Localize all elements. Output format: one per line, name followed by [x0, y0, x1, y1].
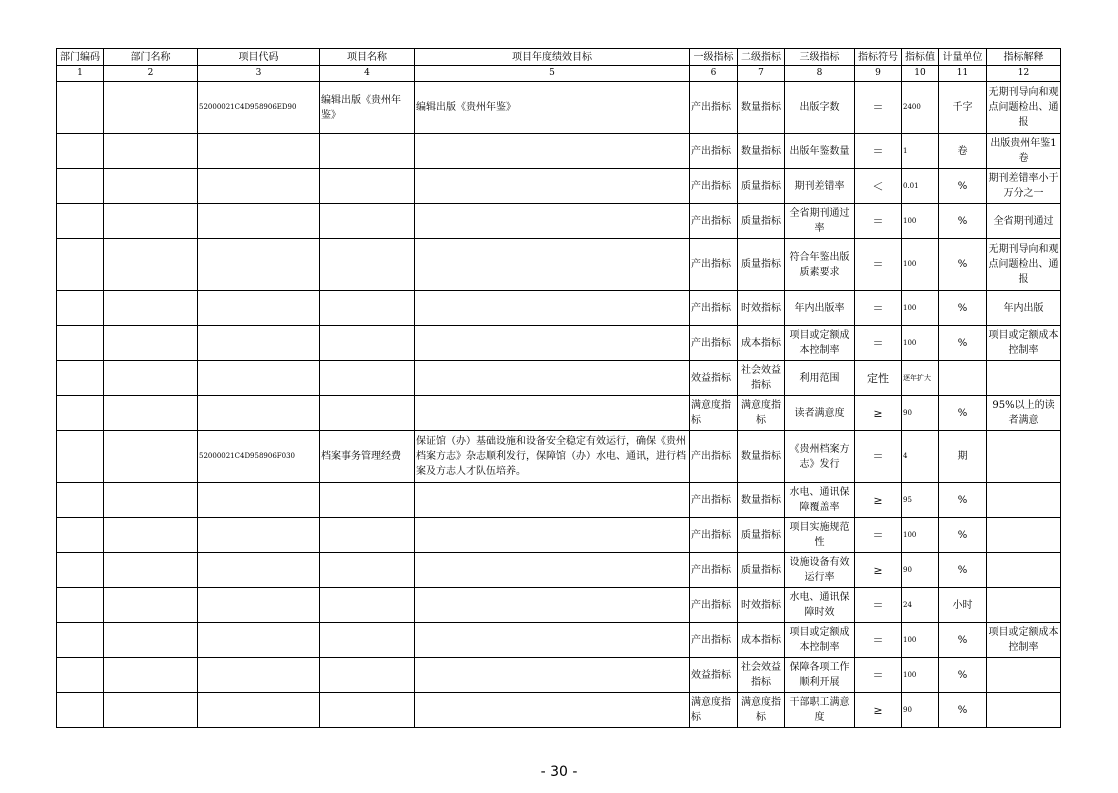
cell-l2: 数量指标: [738, 431, 785, 483]
cell-sym: ＝: [855, 326, 902, 361]
cell-dept-name: [104, 553, 198, 588]
cell-expl: 出版贵州年鉴1卷: [987, 134, 1061, 169]
cell-proj-code: [198, 134, 320, 169]
cell-val: 100: [902, 204, 939, 239]
cell-sym: ＝: [855, 239, 902, 291]
cell-dept-name: [104, 588, 198, 623]
table-row: [57, 204, 1061, 239]
cell-dept-name: [104, 239, 198, 291]
cell-dept-code: [57, 396, 104, 431]
cell-val: 逐年扩大: [902, 361, 939, 396]
cell-proj-name: [320, 361, 415, 396]
cell-goal: [415, 623, 690, 658]
cell-unit: %: [939, 693, 987, 728]
cell-proj-code: [198, 361, 320, 396]
cell-sym: ＝: [855, 658, 902, 693]
performance-table: [56, 48, 1061, 728]
cell-l3: 干部职工满意度: [785, 693, 855, 728]
cell-l1: 产出指标: [690, 326, 738, 361]
cell-proj-code: [198, 693, 320, 728]
cell-dept-code: [57, 588, 104, 623]
cell-goal: [415, 169, 690, 204]
column-number-row: [57, 66, 1061, 82]
cell-proj-code: [198, 169, 320, 204]
cell-proj-name: [320, 291, 415, 326]
header-row: [57, 49, 1061, 66]
cell-expl: [987, 483, 1061, 518]
column-number: 3: [198, 66, 320, 82]
cell-proj-code: [198, 518, 320, 553]
cell-sym: ＜: [855, 169, 902, 204]
cell-sym: ＝: [855, 431, 902, 483]
cell-dept-name: [104, 169, 198, 204]
page-number: - 30 -: [540, 764, 578, 780]
cell-val: 100: [902, 239, 939, 291]
cell-unit: %: [939, 396, 987, 431]
cell-val: 100: [902, 623, 939, 658]
cell-l3: 《贵州档案方志》发行: [785, 431, 855, 483]
cell-l3: 项目实施规范性: [785, 518, 855, 553]
cell-expl: [987, 431, 1061, 483]
cell-proj-name: [320, 623, 415, 658]
cell-l2: 数量指标: [738, 82, 785, 134]
cell-val: 95: [902, 483, 939, 518]
cell-sym: ＝: [855, 82, 902, 134]
cell-l1: 满意度指标: [690, 396, 738, 431]
cell-l2: 质量指标: [738, 518, 785, 553]
cell-unit: %: [939, 239, 987, 291]
cell-l1: 满意度指标: [690, 693, 738, 728]
cell-dept-code: [57, 82, 104, 134]
cell-goal: [415, 291, 690, 326]
column-number: 7: [738, 66, 785, 82]
cell-proj-name: 档案事务管理经费: [320, 431, 415, 483]
cell-dept-name: [104, 291, 198, 326]
table-row: [57, 588, 1061, 623]
header-cell: 计量单位: [939, 49, 987, 66]
cell-proj-name: [320, 658, 415, 693]
cell-unit: %: [939, 658, 987, 693]
cell-proj-name: [320, 326, 415, 361]
cell-goal: [415, 588, 690, 623]
cell-proj-name: [320, 204, 415, 239]
cell-dept-name: [104, 204, 198, 239]
cell-l2: 成本指标: [738, 623, 785, 658]
cell-dept-code: [57, 658, 104, 693]
cell-proj-name: [320, 134, 415, 169]
column-number: 9: [855, 66, 902, 82]
header-cell: 项目名称: [320, 49, 415, 66]
table-row: [57, 326, 1061, 361]
header-cell: 指标符号: [855, 49, 902, 66]
cell-sym: ≥: [855, 693, 902, 728]
cell-proj-name: [320, 553, 415, 588]
table-row: [57, 693, 1061, 728]
cell-dept-name: [104, 483, 198, 518]
column-number: 12: [987, 66, 1061, 82]
cell-val: 100: [902, 518, 939, 553]
cell-dept-code: [57, 204, 104, 239]
cell-dept-code: [57, 326, 104, 361]
cell-expl: 无期刊导向和观点问题检出、通报: [987, 82, 1061, 134]
cell-proj-code: [198, 623, 320, 658]
cell-l3: 全省期刊通过率: [785, 204, 855, 239]
cell-l2: 成本指标: [738, 326, 785, 361]
header-cell: 指标值: [902, 49, 939, 66]
cell-l3: 期刊差错率: [785, 169, 855, 204]
cell-l3: 项目或定额成本控制率: [785, 326, 855, 361]
cell-l1: 产出指标: [690, 82, 738, 134]
cell-val: 2400: [902, 82, 939, 134]
cell-l3: 符合年鉴出版质素要求: [785, 239, 855, 291]
cell-sym: 定性: [855, 361, 902, 396]
cell-val: 100: [902, 291, 939, 326]
cell-val: 4: [902, 431, 939, 483]
cell-l1: 效益指标: [690, 658, 738, 693]
cell-expl: 95%以上的读者满意: [987, 396, 1061, 431]
cell-l1: 产出指标: [690, 483, 738, 518]
cell-proj-code: [198, 588, 320, 623]
cell-l1: 效益指标: [690, 361, 738, 396]
cell-proj-name: 编辑出版《贵州年鉴》: [320, 82, 415, 134]
cell-dept-name: [104, 396, 198, 431]
cell-expl: [987, 658, 1061, 693]
cell-dept-name: [104, 518, 198, 553]
cell-proj-code: [198, 396, 320, 431]
cell-proj-name: [320, 518, 415, 553]
cell-unit: 期: [939, 431, 987, 483]
cell-dept-name: [104, 82, 198, 134]
cell-l1: 产出指标: [690, 518, 738, 553]
cell-expl: [987, 553, 1061, 588]
cell-l3: 水电、通讯保障时效: [785, 588, 855, 623]
cell-unit: %: [939, 518, 987, 553]
cell-goal: [415, 693, 690, 728]
cell-l1: 产出指标: [690, 623, 738, 658]
cell-val: 90: [902, 693, 939, 728]
cell-dept-code: [57, 134, 104, 169]
column-number: 4: [320, 66, 415, 82]
cell-goal: [415, 483, 690, 518]
table-row: [57, 658, 1061, 693]
cell-goal: [415, 518, 690, 553]
cell-sym: ＝: [855, 134, 902, 169]
cell-expl: 期刊差错率小于万分之一: [987, 169, 1061, 204]
cell-l1: 产出指标: [690, 169, 738, 204]
cell-unit: %: [939, 483, 987, 518]
cell-proj-code: [198, 553, 320, 588]
cell-unit: %: [939, 553, 987, 588]
cell-l1: 产出指标: [690, 588, 738, 623]
cell-goal: [415, 361, 690, 396]
cell-dept-name: [104, 361, 198, 396]
header-cell: 二级指标: [738, 49, 785, 66]
cell-l3: 出版字数: [785, 82, 855, 134]
cell-dept-code: [57, 431, 104, 483]
cell-dept-name: [104, 623, 198, 658]
cell-unit: 小时: [939, 588, 987, 623]
cell-val: 100: [902, 658, 939, 693]
cell-goal: [415, 658, 690, 693]
cell-proj-name: [320, 483, 415, 518]
cell-l1: 产出指标: [690, 134, 738, 169]
cell-l2: 满意度指标: [738, 396, 785, 431]
cell-sym: ＝: [855, 518, 902, 553]
table-row: [57, 431, 1061, 483]
table-row: [57, 134, 1061, 169]
cell-expl: [987, 361, 1061, 396]
cell-val: 90: [902, 396, 939, 431]
cell-proj-name: [320, 396, 415, 431]
header-cell: 一级指标: [690, 49, 738, 66]
header-cell: 部门名称: [104, 49, 198, 66]
cell-proj-code: [198, 483, 320, 518]
cell-unit: 卷: [939, 134, 987, 169]
header-cell: 项目年度绩效目标: [415, 49, 690, 66]
cell-l3: 出版年鉴数量: [785, 134, 855, 169]
header-cell: 指标解释: [987, 49, 1061, 66]
cell-sym: ＝: [855, 204, 902, 239]
table-row: [57, 396, 1061, 431]
cell-proj-name: [320, 239, 415, 291]
cell-unit: [939, 361, 987, 396]
cell-l2: 质量指标: [738, 204, 785, 239]
cell-l2: 社会效益指标: [738, 658, 785, 693]
cell-proj-name: [320, 693, 415, 728]
cell-unit: 千字: [939, 82, 987, 134]
table-row: [57, 623, 1061, 658]
cell-dept-code: [57, 361, 104, 396]
cell-l3: 年内出版率: [785, 291, 855, 326]
column-number: 8: [785, 66, 855, 82]
table-row: [57, 291, 1061, 326]
cell-val: 90: [902, 553, 939, 588]
cell-unit: %: [939, 623, 987, 658]
cell-l2: 数量指标: [738, 134, 785, 169]
column-number: 10: [902, 66, 939, 82]
table-row: [57, 361, 1061, 396]
cell-expl: 无期刊导向和观点问题检出、通报: [987, 239, 1061, 291]
cell-dept-code: [57, 693, 104, 728]
cell-goal: 编辑出版《贵州年鉴》: [415, 82, 690, 134]
cell-l2: 满意度指标: [738, 693, 785, 728]
cell-l3: 读者满意度: [785, 396, 855, 431]
cell-proj-code: [198, 326, 320, 361]
cell-expl: 项目或定额成本控制率: [987, 623, 1061, 658]
cell-expl: [987, 518, 1061, 553]
cell-sym: ≥: [855, 553, 902, 588]
cell-l3: 保障各项工作顺利开展: [785, 658, 855, 693]
cell-l2: 质量指标: [738, 239, 785, 291]
table-row: [57, 82, 1061, 134]
cell-sym: ＝: [855, 291, 902, 326]
column-number: 5: [415, 66, 690, 82]
column-number: 1: [57, 66, 104, 82]
cell-sym: ≥: [855, 396, 902, 431]
cell-proj-code: 52000021C4D958906ED90: [198, 82, 320, 134]
cell-dept-code: [57, 623, 104, 658]
cell-dept-name: [104, 431, 198, 483]
cell-l1: 产出指标: [690, 431, 738, 483]
cell-proj-code: [198, 658, 320, 693]
cell-goal: [415, 553, 690, 588]
cell-expl: 年内出版: [987, 291, 1061, 326]
header-cell: 三级指标: [785, 49, 855, 66]
cell-sym: ≥: [855, 483, 902, 518]
cell-sym: ＝: [855, 623, 902, 658]
cell-dept-code: [57, 553, 104, 588]
cell-l2: 质量指标: [738, 169, 785, 204]
cell-l1: 产出指标: [690, 291, 738, 326]
cell-l1: 产出指标: [690, 204, 738, 239]
table-row: [57, 518, 1061, 553]
cell-dept-code: [57, 483, 104, 518]
cell-val: 0.01: [902, 169, 939, 204]
cell-goal: [415, 134, 690, 169]
cell-l3: 水电、通讯保障覆盖率: [785, 483, 855, 518]
cell-goal: [415, 239, 690, 291]
cell-goal: [415, 204, 690, 239]
cell-dept-code: [57, 169, 104, 204]
table-row: [57, 169, 1061, 204]
header-cell: 项目代码: [198, 49, 320, 66]
cell-unit: %: [939, 169, 987, 204]
column-number: 11: [939, 66, 987, 82]
cell-val: 24: [902, 588, 939, 623]
cell-proj-name: [320, 588, 415, 623]
cell-proj-code: [198, 291, 320, 326]
cell-l1: 产出指标: [690, 553, 738, 588]
cell-l2: 时效指标: [738, 588, 785, 623]
cell-l3: 项目或定额成本控制率: [785, 623, 855, 658]
cell-l3: 利用范围: [785, 361, 855, 396]
cell-proj-name: [320, 169, 415, 204]
cell-dept-code: [57, 291, 104, 326]
cell-proj-code: [198, 204, 320, 239]
cell-unit: %: [939, 204, 987, 239]
cell-proj-code: 52000021C4D958906F030: [198, 431, 320, 483]
cell-l2: 质量指标: [738, 553, 785, 588]
cell-dept-name: [104, 658, 198, 693]
table-row: [57, 553, 1061, 588]
cell-dept-name: [104, 134, 198, 169]
header-cell: 部门编码: [57, 49, 104, 66]
cell-l2: 数量指标: [738, 483, 785, 518]
cell-goal: [415, 326, 690, 361]
cell-goal: 保证馆（办）基础设施和设备安全稳定有效运行，确保《贵州档案方志》杂志顺利发行，保障馆（办）水电、通讯，进行档案及方志人才队伍培养。: [415, 431, 690, 483]
cell-expl: [987, 588, 1061, 623]
cell-l1: 产出指标: [690, 239, 738, 291]
cell-l3: 设施设备有效运行率: [785, 553, 855, 588]
cell-goal: [415, 396, 690, 431]
cell-unit: %: [939, 326, 987, 361]
cell-unit: %: [939, 291, 987, 326]
cell-sym: ＝: [855, 588, 902, 623]
cell-proj-code: [198, 239, 320, 291]
table-row: [57, 483, 1061, 518]
cell-dept-code: [57, 518, 104, 553]
cell-expl: [987, 693, 1061, 728]
table-row: [57, 239, 1061, 291]
cell-expl: 项目或定额成本控制率: [987, 326, 1061, 361]
column-number: 6: [690, 66, 738, 82]
cell-l2: 社会效益指标: [738, 361, 785, 396]
column-number: 2: [104, 66, 198, 82]
cell-expl: 全省期刊通过: [987, 204, 1061, 239]
cell-val: 1: [902, 134, 939, 169]
cell-l2: 时效指标: [738, 291, 785, 326]
cell-dept-code: [57, 239, 104, 291]
cell-dept-name: [104, 326, 198, 361]
cell-dept-name: [104, 693, 198, 728]
cell-val: 100: [902, 326, 939, 361]
